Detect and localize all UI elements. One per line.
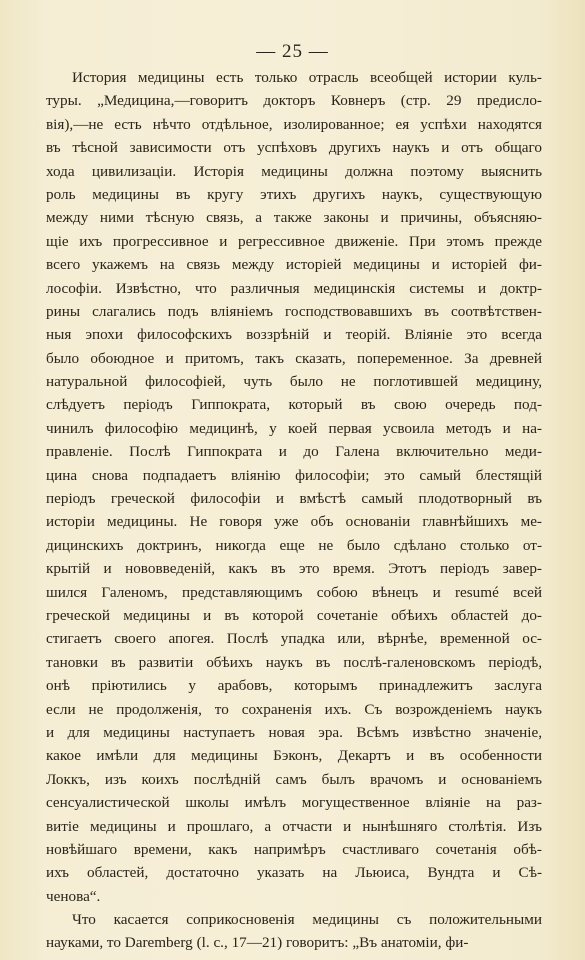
text-line: крытій и нововведеній, какъ въ это время. Этотъ періодъ завер- (46, 560, 542, 578)
text-line: всего укажемъ на связь между исторіей медицины и исторіей фи- (46, 256, 542, 274)
text-line: какое имѣли для медицины Бэконъ, Декартъ и въ особенности (46, 747, 542, 765)
text-line: тановки въ развитіи обѣихъ наукъ въ послѣ-галеновскомъ періодѣ, (46, 653, 542, 671)
text-line: періодъ греческой философіи и вмѣстѣ самый плодотворный въ (46, 490, 542, 508)
text-line: История медицины есть только отрасль всеобщей истории куль- (72, 69, 542, 86)
text-line: шился Галеномъ, представляющимъ собою вѣнецъ и resumé всей (46, 583, 542, 601)
text-line: Что касается соприкосновенія медицины съ положительными (72, 911, 542, 929)
text-line: щіе ихъ прогрессивное и регрессивное движеніе. При этомъ прежде (46, 232, 542, 250)
page-number: — 25 — (256, 41, 329, 62)
text-line: сенсуалистической школы имѣлъ могущественное вліяніе на раз- (46, 794, 542, 812)
text-line: онѣ пріютились у арабовъ, которымъ принадлежитъ заслуга (46, 677, 542, 695)
text-line: между ними тѣсную связь, а также законы и причины, объясняю- (46, 209, 542, 227)
text-line: ихъ областей, достаточно указать на Льюиса, Вундта и Сѣ- (46, 864, 542, 882)
text-line: чинилъ философію медицинѣ, у коей первая усвоила методъ и на- (46, 419, 542, 437)
text-line: стигаетъ своего апогея. Послѣ упадка или, вѣрнѣе, временной ос- (46, 630, 542, 648)
text-line: хода цивилизаціи. Исторія медицины должна поэтому выяснить (46, 162, 542, 180)
text-line: было обоюдное и притомъ, такъ сказать, попеременное. За древней (46, 349, 542, 367)
text-line: туры. „Медицина,—говоритъ докторъ Ковнеръ (стр. 29 предисло- (46, 92, 542, 110)
paragraph-1 (46, 66, 542, 908)
text-line: въ тѣсной зависимости отъ успѣховъ другихъ наукъ и отъ общаго (46, 139, 542, 157)
text-line: Локкъ, изъ коихъ послѣдній самъ былъ врачомъ и основаніемъ (46, 770, 542, 788)
text-line: витіе медицины и прошлаго, а отчасти и нынѣшняго столѣтія. Изъ (46, 817, 542, 835)
text-line: натуральной философіей, чуть было не поглотившей медицину, (46, 373, 542, 391)
text-line: цина снова подпадаетъ вліянію философіи; это самый блестящій (46, 466, 542, 484)
text-line: рины слагались подъ вліяніемъ господствовавшихъ въ соотвѣтствен- (46, 302, 542, 320)
paragraph-2 (46, 908, 542, 955)
text-line: дицинскихъ доктринъ, никогда еще не было сдѣлано столько от- (46, 536, 542, 554)
body-text (46, 66, 542, 955)
text-line: слѣдуетъ періодъ Гиппократа, который въ свою очередь под- (46, 396, 542, 414)
text-line: новѣйшаго времени, какъ напримѣръ счастливаго сочетанія обѣ- (46, 840, 542, 858)
text-line: роль медицины въ кругу этихъ другихъ наукъ, существующую (46, 185, 542, 203)
text-line: лософіи. Извѣстно, что различныя медицинскія системы и доктр- (46, 279, 542, 297)
text-line: ныя эпохи философскихъ воззрѣній и теорій. Вліяніе это всегда (46, 326, 542, 344)
text-line: исторіи медицины. Не говоря уже объ основаніи главнѣйшихъ ме- (46, 513, 542, 531)
text-line: если не продолженія, то сохраненія ихъ. Съ возрожденіемъ наукъ (46, 700, 542, 718)
text-line: вія),—не есть нѣчто отдѣльное, изолированное; ея успѣхи находятся (46, 115, 542, 133)
text-line: науками, то Daremberg (l. c., 17—21) говоритъ: „Въ анатоміи, фи- (46, 934, 469, 952)
text-line: ченова“. (46, 887, 101, 905)
text-line: и для медицины наступаетъ новая эра. Всѣмъ извѣстно значеніе, (46, 723, 542, 741)
text-line: правленіе. Послѣ Гиппократа и до Галена включительно меди- (46, 443, 542, 461)
text-line: греческой медицины и въ которой сочетаніе обѣихъ областей до- (46, 606, 542, 624)
